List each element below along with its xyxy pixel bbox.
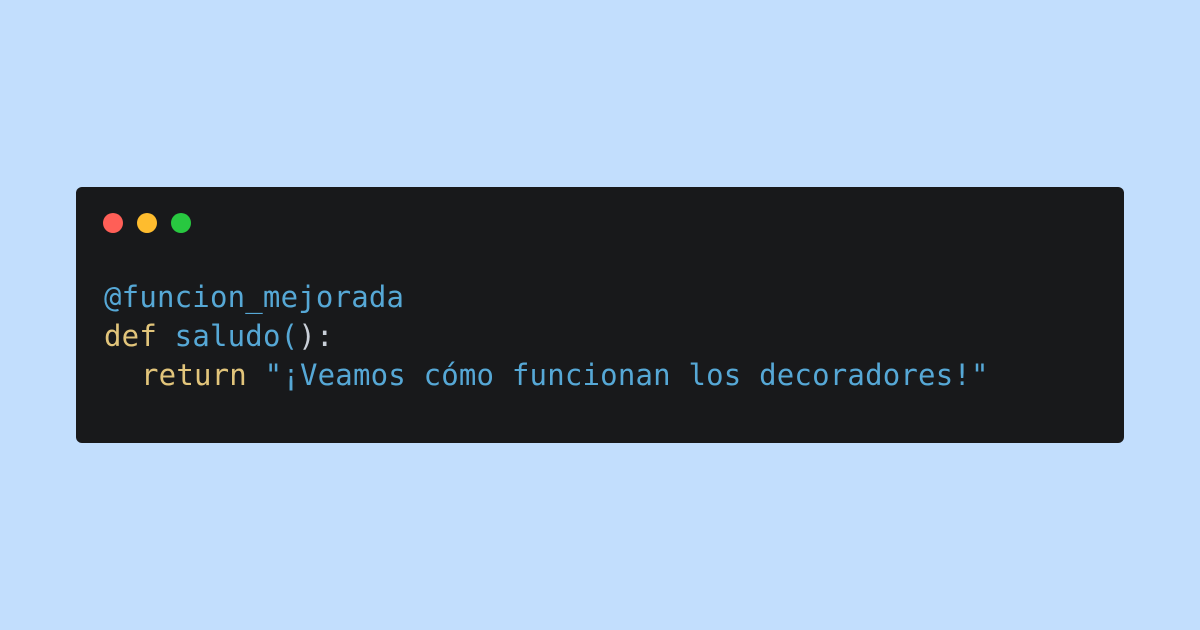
maximize-dot-icon[interactable]	[171, 213, 191, 233]
string-literal: "¡Veamos cómo funcionan los decoradores!"	[264, 358, 989, 392]
close-dot-icon[interactable]	[103, 213, 123, 233]
code-line-1	[104, 278, 989, 317]
return-keyword: return	[141, 358, 247, 392]
window-controls	[103, 213, 191, 233]
code-block	[104, 278, 989, 395]
minimize-dot-icon[interactable]	[137, 213, 157, 233]
close-paren-colon: ):	[298, 319, 334, 353]
function-name: saludo	[174, 319, 281, 353]
open-paren: (	[280, 319, 299, 353]
decorator-token: @funcion_mejorada	[104, 280, 405, 314]
code-line-3	[104, 356, 989, 395]
def-keyword: def	[104, 319, 157, 353]
code-line-2	[104, 317, 989, 356]
